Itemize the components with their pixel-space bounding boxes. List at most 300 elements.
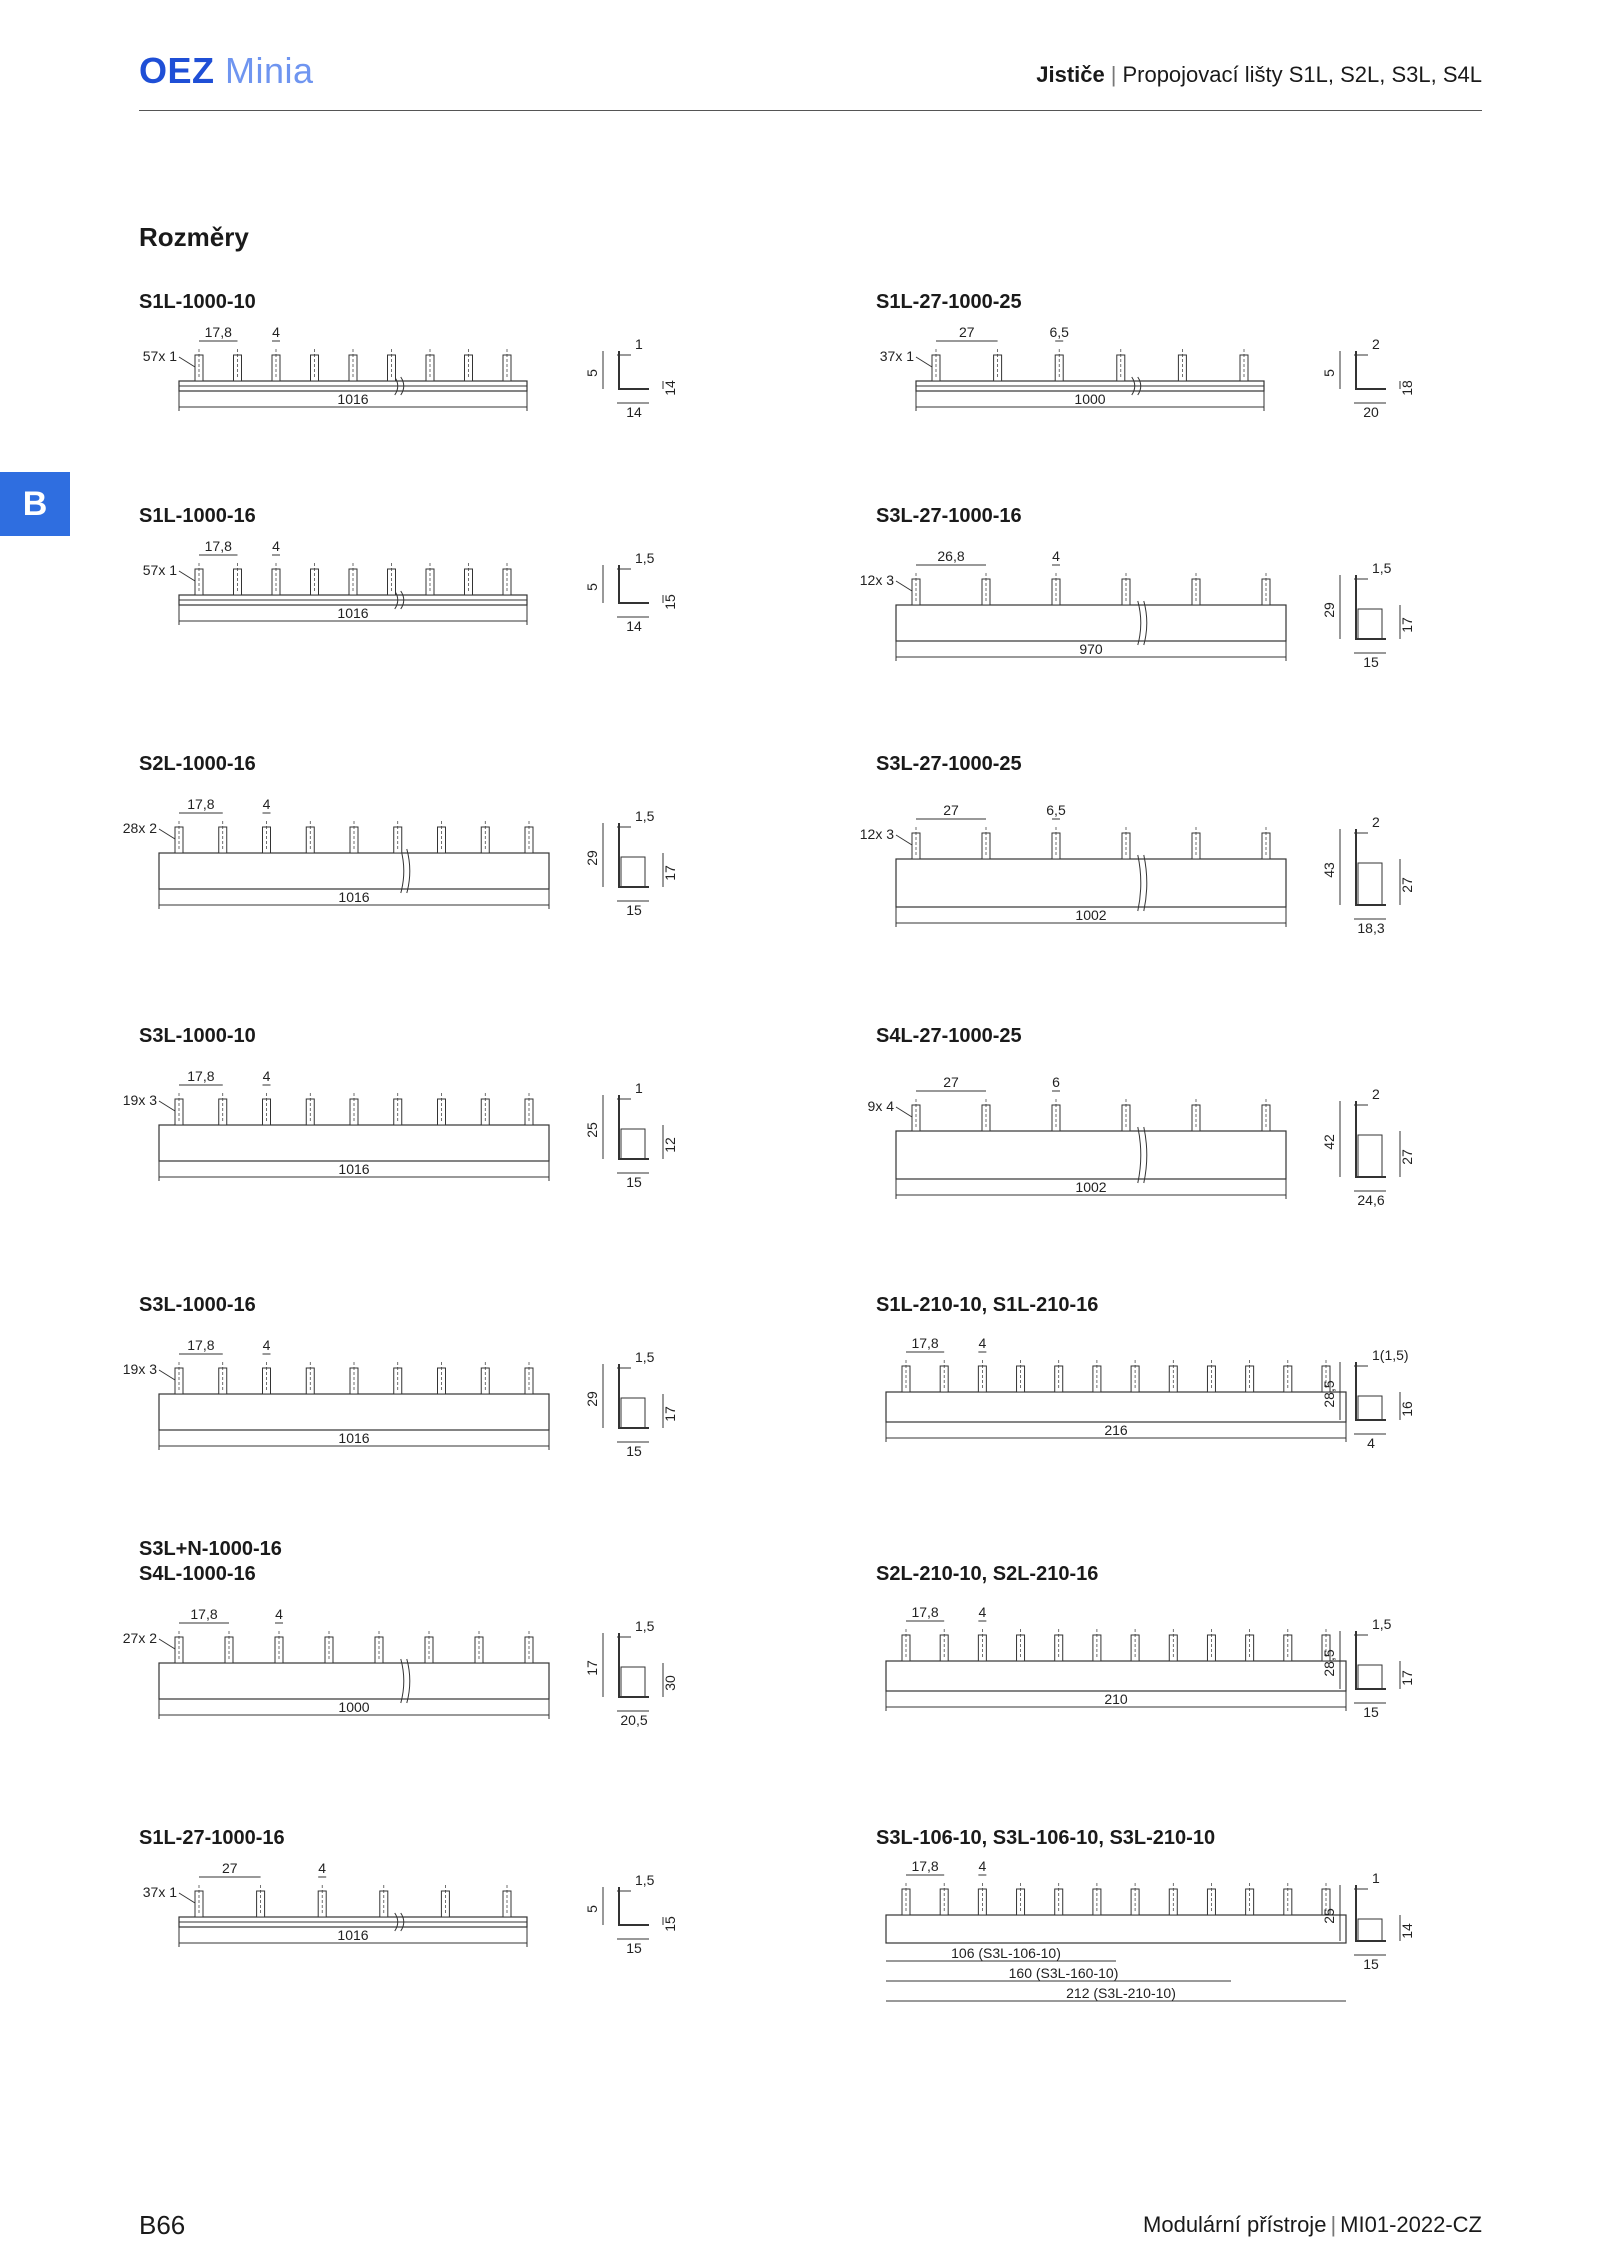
pin-dimension-label: 4	[262, 1068, 271, 1084]
page-header-title	[1036, 62, 1482, 88]
section-side-tab: B	[0, 472, 70, 536]
break-line	[1138, 1127, 1141, 1183]
pin	[175, 1637, 183, 1663]
pin	[219, 1099, 227, 1125]
pin	[978, 1635, 986, 1661]
length-dimension-label: 210	[1104, 1691, 1128, 1707]
profile-height-label: 12	[662, 1137, 678, 1153]
profile-height-label: 15	[662, 1916, 678, 1932]
dimension-drawing	[876, 1332, 1436, 1482]
busbar-body	[896, 605, 1286, 641]
pin	[1246, 1366, 1254, 1392]
drawing-block	[122, 1293, 699, 1482]
profile-outline	[619, 351, 649, 389]
pole-count-label: 12x 3	[859, 826, 894, 842]
length-dimension-label: 1000	[338, 1699, 370, 1715]
profile-width-label: 14	[626, 618, 642, 634]
dimension-drawing	[122, 1332, 699, 1482]
pin-dimension-label: 4	[262, 796, 271, 812]
break-line	[401, 1659, 404, 1703]
break-line	[407, 849, 410, 893]
pin-dimension-label: 6	[1052, 1074, 1060, 1090]
section-title: Rozměry	[139, 222, 249, 252]
pin	[1052, 579, 1060, 605]
pin-dimension-label: 4	[275, 1606, 283, 1622]
pin	[982, 579, 990, 605]
pin	[1052, 833, 1060, 859]
break-line	[407, 1659, 410, 1703]
pin-dimension-label: 6,5	[1049, 324, 1069, 340]
profile-outline	[619, 1887, 649, 1925]
pin	[912, 1105, 920, 1131]
pin	[503, 1891, 511, 1917]
pin	[426, 355, 434, 381]
profile-height-label: 15	[662, 594, 678, 610]
pin	[481, 1368, 489, 1394]
profile-left-height-label: 28,5	[1321, 1649, 1337, 1677]
pin	[1207, 1366, 1215, 1392]
pin	[902, 1889, 910, 1915]
pin	[1262, 833, 1270, 859]
profile-left-height-label: 25	[1321, 1908, 1337, 1924]
pin	[438, 1099, 446, 1125]
busbar-body	[886, 1392, 1346, 1422]
length-dimension-label: 1016	[338, 889, 370, 905]
pin	[1131, 1635, 1139, 1661]
busbar-body	[159, 1663, 549, 1699]
length-dimension-label: 1002	[1075, 1179, 1107, 1195]
pin	[425, 1637, 433, 1663]
drawing-title: S4L-27-1000-25	[876, 1025, 1022, 1047]
drawing-block	[139, 504, 699, 653]
busbar-body	[159, 1125, 549, 1161]
profile-left-height-label: 29	[584, 850, 600, 866]
pin	[275, 1637, 283, 1663]
drawing-title: S3L-106-10, S3L-106-10, S3L-210-10	[876, 1827, 1216, 1849]
pin	[388, 569, 396, 595]
profile-width-label: 15	[626, 1443, 642, 1459]
pin	[1178, 355, 1186, 381]
break-line	[1138, 601, 1141, 645]
profile-body	[1358, 1396, 1382, 1420]
pitch-dimension-label: 17,8	[190, 1606, 218, 1622]
dimension-drawing	[876, 324, 1436, 439]
pole-count-leader	[896, 581, 912, 591]
pitch-dimension-label: 17,8	[911, 1604, 939, 1620]
pin	[1017, 1889, 1025, 1915]
profile-thickness-label: 1	[635, 336, 643, 352]
pin-dimension-label: 4	[272, 324, 280, 340]
pin	[475, 1637, 483, 1663]
profile-body	[1358, 609, 1382, 639]
footer-separator: |	[1330, 2212, 1337, 2237]
profile-outline	[1356, 351, 1386, 389]
profile-height-label: 27	[1399, 877, 1415, 893]
pole-count-label: 57x 1	[142, 348, 177, 364]
drawing-block	[859, 752, 1436, 961]
pin	[1055, 1366, 1063, 1392]
pin-dimension-label: 6,5	[1046, 802, 1066, 818]
profile-width-label: 15	[1363, 1704, 1379, 1720]
pin	[1284, 1889, 1292, 1915]
pin	[1169, 1889, 1177, 1915]
pin	[1131, 1889, 1139, 1915]
pin	[350, 827, 358, 853]
profile-thickness-label: 1,5	[635, 1872, 655, 1888]
drawing-title: S3L-27-1000-25	[876, 753, 1022, 775]
break-line	[1144, 601, 1147, 645]
pin	[318, 1891, 326, 1917]
header-subtitle: Propojovací lišty S1L, S2L, S3L, S4L	[1122, 62, 1482, 87]
pitch-dimension-label: 27	[943, 1074, 959, 1090]
pin-dimension-label: 4	[262, 1337, 271, 1353]
pin	[1093, 1889, 1101, 1915]
pin	[525, 1099, 533, 1125]
pin-dimension-label: 4	[978, 1335, 987, 1351]
drawing-title: S1L-210-10, S1L-210-16	[876, 1294, 1099, 1316]
pin	[1246, 1889, 1254, 1915]
pin	[306, 1099, 314, 1125]
profile-thickness-label: 1,5	[1372, 1616, 1392, 1632]
pin	[438, 827, 446, 853]
pin	[503, 355, 511, 381]
profile-body	[1358, 1135, 1382, 1177]
drawing-title: S3L-27-1000-16	[876, 505, 1022, 527]
pin	[1093, 1635, 1101, 1661]
pin	[349, 569, 357, 595]
logo-product: Minia	[225, 50, 314, 91]
profile-width-label: 18,3	[1357, 920, 1385, 936]
profile-thickness-label: 1,5	[1372, 560, 1392, 576]
profile-left-height-label: 28,5	[1321, 1380, 1337, 1408]
pole-count-label: 28x 2	[122, 820, 157, 836]
pin	[465, 569, 473, 595]
drawing-block	[859, 504, 1436, 693]
profile-height-label: 17	[662, 865, 678, 881]
page-number: B66	[139, 2210, 186, 2240]
pitch-dimension-label: 26,8	[937, 548, 965, 564]
busbar-body	[886, 1915, 1346, 1943]
pole-count-label: 12x 3	[859, 572, 894, 588]
pole-count-label: 19x 3	[122, 1092, 157, 1108]
pin	[940, 1889, 948, 1915]
length-dimension-label: 216	[1104, 1422, 1128, 1438]
pin	[263, 1099, 271, 1125]
length-dimension-label: 1016	[337, 605, 369, 621]
pitch-dimension-label: 17,8	[187, 1068, 215, 1084]
pin	[263, 827, 271, 853]
profile-height-label: 18	[1399, 380, 1415, 396]
length-dimension-label: 1000	[1074, 391, 1106, 407]
pin	[175, 827, 183, 853]
pole-count-leader	[916, 357, 932, 367]
pin	[1284, 1366, 1292, 1392]
busbar-body	[159, 853, 549, 889]
pin	[175, 1368, 183, 1394]
dimension-drawing	[122, 791, 699, 941]
pin	[1207, 1889, 1215, 1915]
profile-left-height-label: 5	[584, 369, 600, 377]
pin	[994, 355, 1002, 381]
pole-count-label: 19x 3	[122, 1361, 157, 1377]
profile-width-label: 20	[1363, 404, 1379, 420]
length-dimension-label: 212 (S3L-210-10)	[1066, 1985, 1176, 2001]
footer-publication	[1143, 2212, 1482, 2238]
dimension-drawing	[876, 1858, 1436, 2040]
pin	[1122, 1105, 1130, 1131]
pin	[525, 1368, 533, 1394]
profile-height-label: 17	[662, 1406, 678, 1422]
drawing-title: S1L-1000-16	[139, 505, 256, 527]
pin	[306, 1368, 314, 1394]
profile-width-label: 15	[626, 1940, 642, 1956]
dimension-drawing	[139, 324, 699, 439]
pin	[978, 1366, 986, 1392]
pin	[1284, 1635, 1292, 1661]
profile-body	[1358, 863, 1382, 905]
pitch-dimension-label: 17,8	[911, 1858, 939, 1874]
pin	[325, 1637, 333, 1663]
pin	[1055, 355, 1063, 381]
pin	[465, 355, 473, 381]
dimension-drawing	[139, 1860, 699, 1975]
pin	[982, 1105, 990, 1131]
profile-height-label: 16	[1399, 1401, 1415, 1417]
pole-count-label: 37x 1	[879, 348, 914, 364]
pin	[940, 1366, 948, 1392]
pole-count-leader	[179, 1893, 195, 1903]
profile-width-label: 15	[626, 902, 642, 918]
pin	[912, 579, 920, 605]
profile-body	[1358, 1919, 1382, 1941]
length-dimension-label: 1016	[337, 391, 369, 407]
pin	[1131, 1366, 1139, 1392]
drawing-title: S2L-210-10, S2L-210-16	[876, 1563, 1099, 1585]
pin	[394, 1099, 402, 1125]
profile-thickness-label: 1	[635, 1080, 643, 1096]
pin	[978, 1889, 986, 1915]
profile-thickness-label: 1(1,5)	[1372, 1347, 1409, 1363]
break-line	[401, 849, 404, 893]
pin	[441, 1891, 449, 1917]
pin	[195, 569, 203, 595]
header-rule	[139, 110, 1482, 111]
break-line	[1144, 855, 1147, 911]
pin	[1192, 833, 1200, 859]
dimension-drawing	[876, 1601, 1436, 1751]
drawing-title: S2L-1000-16	[139, 753, 256, 775]
profile-thickness-label: 1	[1372, 1870, 1380, 1886]
pin	[257, 1891, 265, 1917]
pole-count-leader	[896, 1107, 912, 1117]
pin	[982, 833, 990, 859]
pole-count-label: 9x 4	[867, 1098, 894, 1114]
pole-count-leader	[179, 571, 195, 581]
pin-dimension-label: 4	[272, 538, 280, 554]
pin	[311, 569, 319, 595]
drawing-title: S1L-1000-10	[139, 291, 256, 313]
pole-count-label: 57x 1	[142, 562, 177, 578]
pin	[1122, 579, 1130, 605]
header-separator: |	[1110, 62, 1117, 87]
length-dimension-label: 970	[1079, 641, 1103, 657]
pole-count-leader	[159, 829, 175, 839]
profile-left-height-label: 5	[1321, 369, 1337, 377]
pin	[525, 1637, 533, 1663]
busbar-body	[159, 1394, 549, 1430]
profile-thickness-label: 1,5	[635, 1618, 655, 1634]
header-category: Jističe	[1036, 62, 1105, 87]
pin	[394, 1368, 402, 1394]
drawing-title: S3L+N-1000-16	[139, 1538, 282, 1560]
pin	[1055, 1635, 1063, 1661]
pin	[349, 355, 357, 381]
dimension-drawing	[859, 791, 1436, 961]
pin	[1169, 1366, 1177, 1392]
drawing-title: S3L-1000-10	[139, 1025, 256, 1047]
oez-minia-logo	[139, 50, 314, 92]
drawing-block	[876, 1293, 1436, 1482]
drawing-block	[122, 1024, 699, 1213]
drawing-block	[139, 290, 699, 439]
pin	[940, 1635, 948, 1661]
pin	[438, 1368, 446, 1394]
profile-left-height-label: 17	[584, 1660, 600, 1676]
drawing-title: S1L-27-1000-25	[876, 291, 1022, 313]
pin	[1246, 1635, 1254, 1661]
break-line	[1144, 1127, 1147, 1183]
pin	[380, 1891, 388, 1917]
drawing-block	[122, 1537, 699, 1751]
pin	[912, 833, 920, 859]
profile-body	[621, 1398, 645, 1428]
profile-width-label: 20,5	[620, 1712, 648, 1728]
pin	[426, 569, 434, 595]
length-dimension-label: 160 (S3L-160-10)	[1008, 1965, 1119, 1981]
pin	[1117, 355, 1125, 381]
pin	[388, 355, 396, 381]
profile-width-label: 14	[626, 404, 642, 420]
profile-height-label: 14	[662, 380, 678, 396]
pitch-dimension-label: 17,8	[187, 1337, 215, 1353]
pitch-dimension-label: 27	[959, 324, 975, 340]
pin	[503, 569, 511, 595]
pin	[219, 1368, 227, 1394]
profile-width-label: 24,6	[1357, 1192, 1385, 1208]
pin	[375, 1637, 383, 1663]
pin	[1207, 1635, 1215, 1661]
drawing-title-secondary: S4L-1000-16	[139, 1563, 256, 1585]
pin	[219, 827, 227, 853]
profile-body	[621, 857, 645, 887]
profile-thickness-label: 1,5	[635, 808, 655, 824]
pitch-dimension-label: 17,8	[204, 538, 232, 554]
pitch-dimension-label: 27	[943, 802, 959, 818]
profile-height-label: 14	[1399, 1923, 1415, 1939]
pin	[350, 1099, 358, 1125]
pin	[1017, 1366, 1025, 1392]
profile-left-height-label: 25	[584, 1122, 600, 1138]
profile-width-label: 4	[1367, 1435, 1375, 1451]
pin	[195, 1891, 203, 1917]
footer-publication-name: Modulární přístroje	[1143, 2212, 1327, 2237]
busbar-body	[896, 1131, 1286, 1179]
pole-count-leader	[179, 357, 195, 367]
pin	[1055, 1889, 1063, 1915]
pin	[394, 827, 402, 853]
pole-count-leader	[159, 1101, 175, 1111]
pin	[1192, 1105, 1200, 1131]
busbar-body	[896, 859, 1286, 907]
profile-body	[1358, 1665, 1382, 1689]
profile-thickness-label: 1,5	[635, 1349, 655, 1365]
profile-body	[621, 1667, 645, 1697]
busbar-body	[886, 1661, 1346, 1691]
pole-count-leader	[159, 1639, 175, 1649]
drawing-block	[122, 752, 699, 941]
dimension-drawing	[122, 1063, 699, 1213]
drawing-block	[139, 1826, 699, 1975]
profile-thickness-label: 2	[1372, 1086, 1380, 1102]
profile-left-height-label: 42	[1321, 1134, 1337, 1150]
pin	[234, 569, 242, 595]
profile-left-height-label: 5	[584, 1905, 600, 1913]
pin	[481, 827, 489, 853]
break-line	[1138, 855, 1141, 911]
profile-height-label: 27	[1399, 1149, 1415, 1165]
profile-height-label: 17	[1399, 1670, 1415, 1686]
profile-left-height-label: 43	[1321, 862, 1337, 878]
dimension-drawing	[867, 1063, 1436, 1233]
drawing-block	[867, 1024, 1436, 1233]
pin	[234, 355, 242, 381]
pin	[525, 827, 533, 853]
pin	[263, 1368, 271, 1394]
dimension-drawing	[139, 538, 699, 653]
pin	[195, 355, 203, 381]
pin	[350, 1368, 358, 1394]
drawing-title: S1L-27-1000-16	[139, 1827, 285, 1849]
profile-left-height-label: 29	[1321, 602, 1337, 618]
pin	[311, 355, 319, 381]
length-dimension-label: 1002	[1075, 907, 1107, 923]
pin	[272, 355, 280, 381]
drawing-title: S3L-1000-16	[139, 1294, 256, 1316]
pin	[1017, 1635, 1025, 1661]
pin	[1262, 1105, 1270, 1131]
pin	[481, 1099, 489, 1125]
pin-dimension-label: 4	[978, 1858, 987, 1874]
profile-outline	[619, 565, 649, 603]
pin	[272, 569, 280, 595]
pin	[1093, 1366, 1101, 1392]
profile-height-label: 30	[662, 1675, 678, 1691]
pin	[1122, 833, 1130, 859]
drawing-block	[876, 290, 1436, 439]
drawing-block	[876, 1562, 1436, 1751]
pin	[932, 355, 940, 381]
pin-dimension-label: 4	[1052, 548, 1060, 564]
length-dimension-label: 1016	[338, 1161, 370, 1177]
pole-count-leader	[159, 1370, 175, 1380]
length-dimension-label: 1016	[338, 1430, 370, 1446]
pitch-dimension-label: 17,8	[911, 1335, 939, 1351]
profile-thickness-label: 1,5	[635, 550, 655, 566]
length-dimension-label: 106 (S3L-106-10)	[951, 1945, 1061, 1961]
pitch-dimension-label: 17,8	[204, 324, 232, 340]
profile-width-label: 15	[1363, 1956, 1379, 1972]
profile-body	[621, 1129, 645, 1159]
